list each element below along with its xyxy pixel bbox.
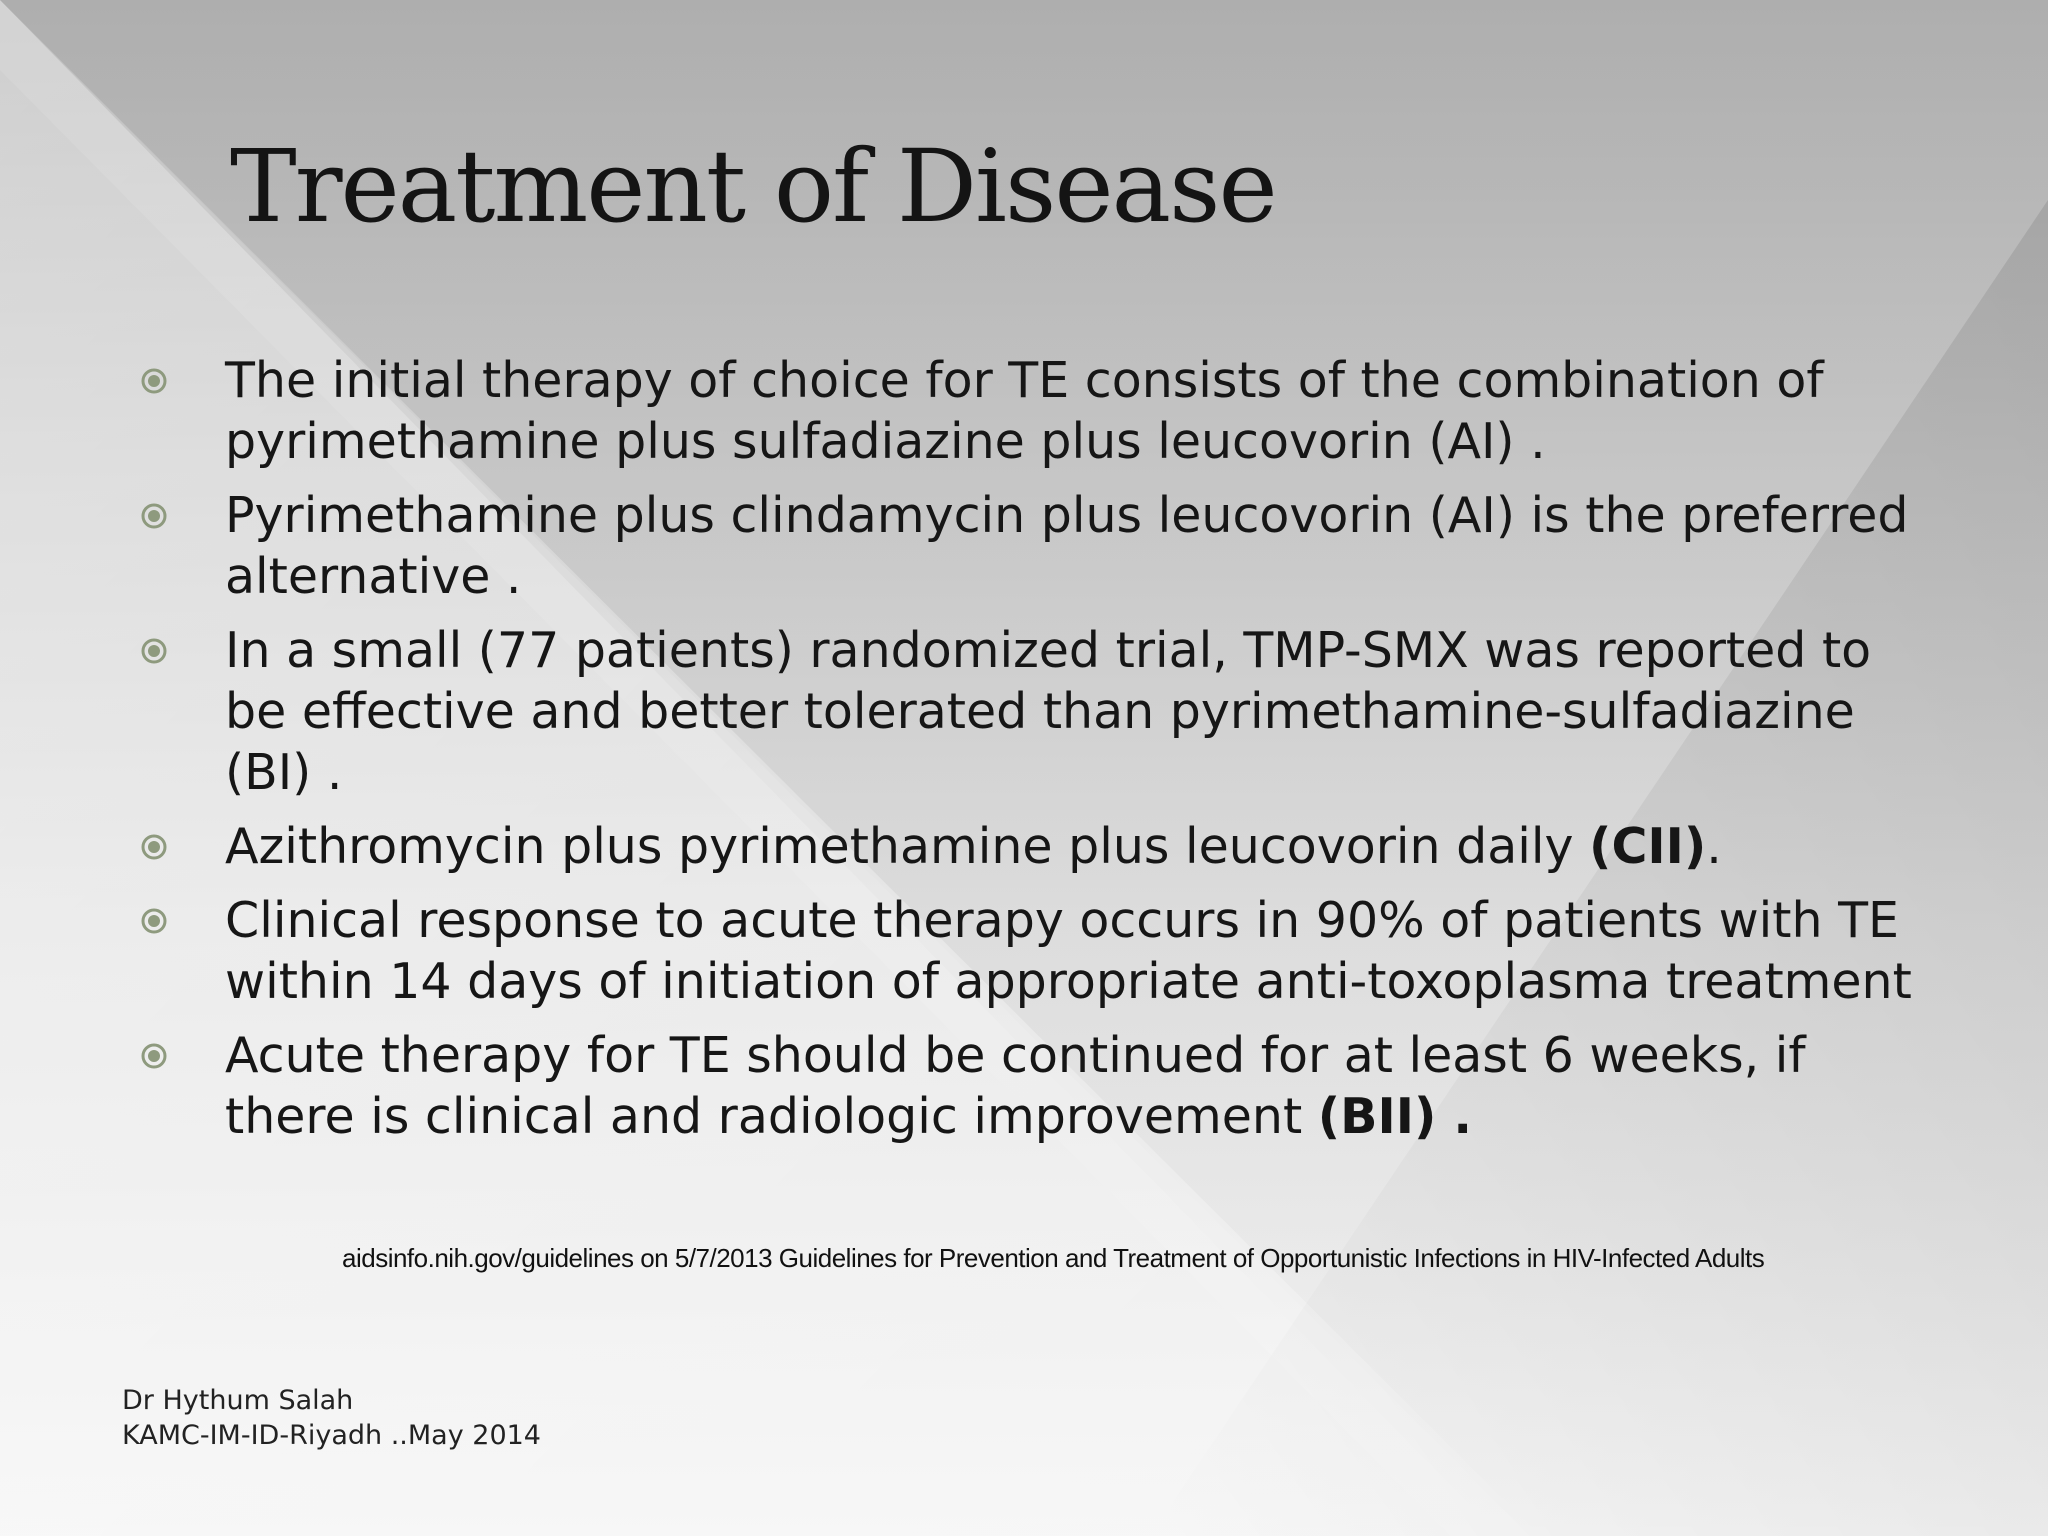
bullet-text: Pyrimethamine plus clindamycin plus leucovorin (AI) is the preferred alternative . <box>225 487 1909 605</box>
bullet-text: . <box>1706 818 1722 875</box>
circled-dot-icon <box>140 833 168 861</box>
bullet-item <box>140 890 1940 1012</box>
bullet-text-bold: (CII) <box>1589 818 1707 875</box>
bullet-item <box>140 350 1940 472</box>
circled-dot-icon <box>140 367 168 395</box>
circled-dot-icon <box>140 907 168 935</box>
bullet-text: The initial therapy of choice for TE consists of the combination of pyrimethamine plus sulfadiazine plus leucovorin (AI) . <box>225 352 1824 470</box>
slide-title: Treatment of Disease <box>230 128 1276 245</box>
citation: aidsinfo.nih.gov/guidelines on 5/7/2013 Guidelines for Prevention and Treatment of Opportunistic Infections in HIV-Infected Adults <box>342 1243 1765 1273</box>
bullet-list <box>140 350 1940 1160</box>
bullet-item <box>140 485 1940 607</box>
bullet-text: In a small (77 patients) randomized trial, TMP-SMX was reported to be effective and better tolerated than pyrimethamine-sulfadiazine (BI) . <box>225 622 1872 801</box>
bullet-text-bold: (BII) . <box>1317 1088 1473 1145</box>
circled-dot-icon <box>140 502 168 530</box>
footer <box>122 1383 541 1453</box>
bullet-item <box>140 1025 1940 1147</box>
bullet-text: Azithromycin plus pyrimethamine plus leucovorin daily <box>225 818 1590 875</box>
bullet-item <box>140 620 1940 803</box>
footer-author: Dr Hythum Salah <box>122 1385 354 1416</box>
bullet-item <box>140 816 1940 877</box>
bullet-text: Clinical response to acute therapy occurs in 90% of patients with TE within 14 days of initiation of appropriate anti-toxoplasma treatment <box>225 892 1912 1010</box>
footer-affiliation: KAMC-IM-ID-Riyadh ..May 2014 <box>122 1420 541 1451</box>
bullet-text: Acute therapy for TE should be continued for at least 6 weeks, if there is clinical and radiologic improvement <box>225 1027 1806 1145</box>
circled-dot-icon <box>140 1042 168 1070</box>
circled-dot-icon <box>140 637 168 665</box>
